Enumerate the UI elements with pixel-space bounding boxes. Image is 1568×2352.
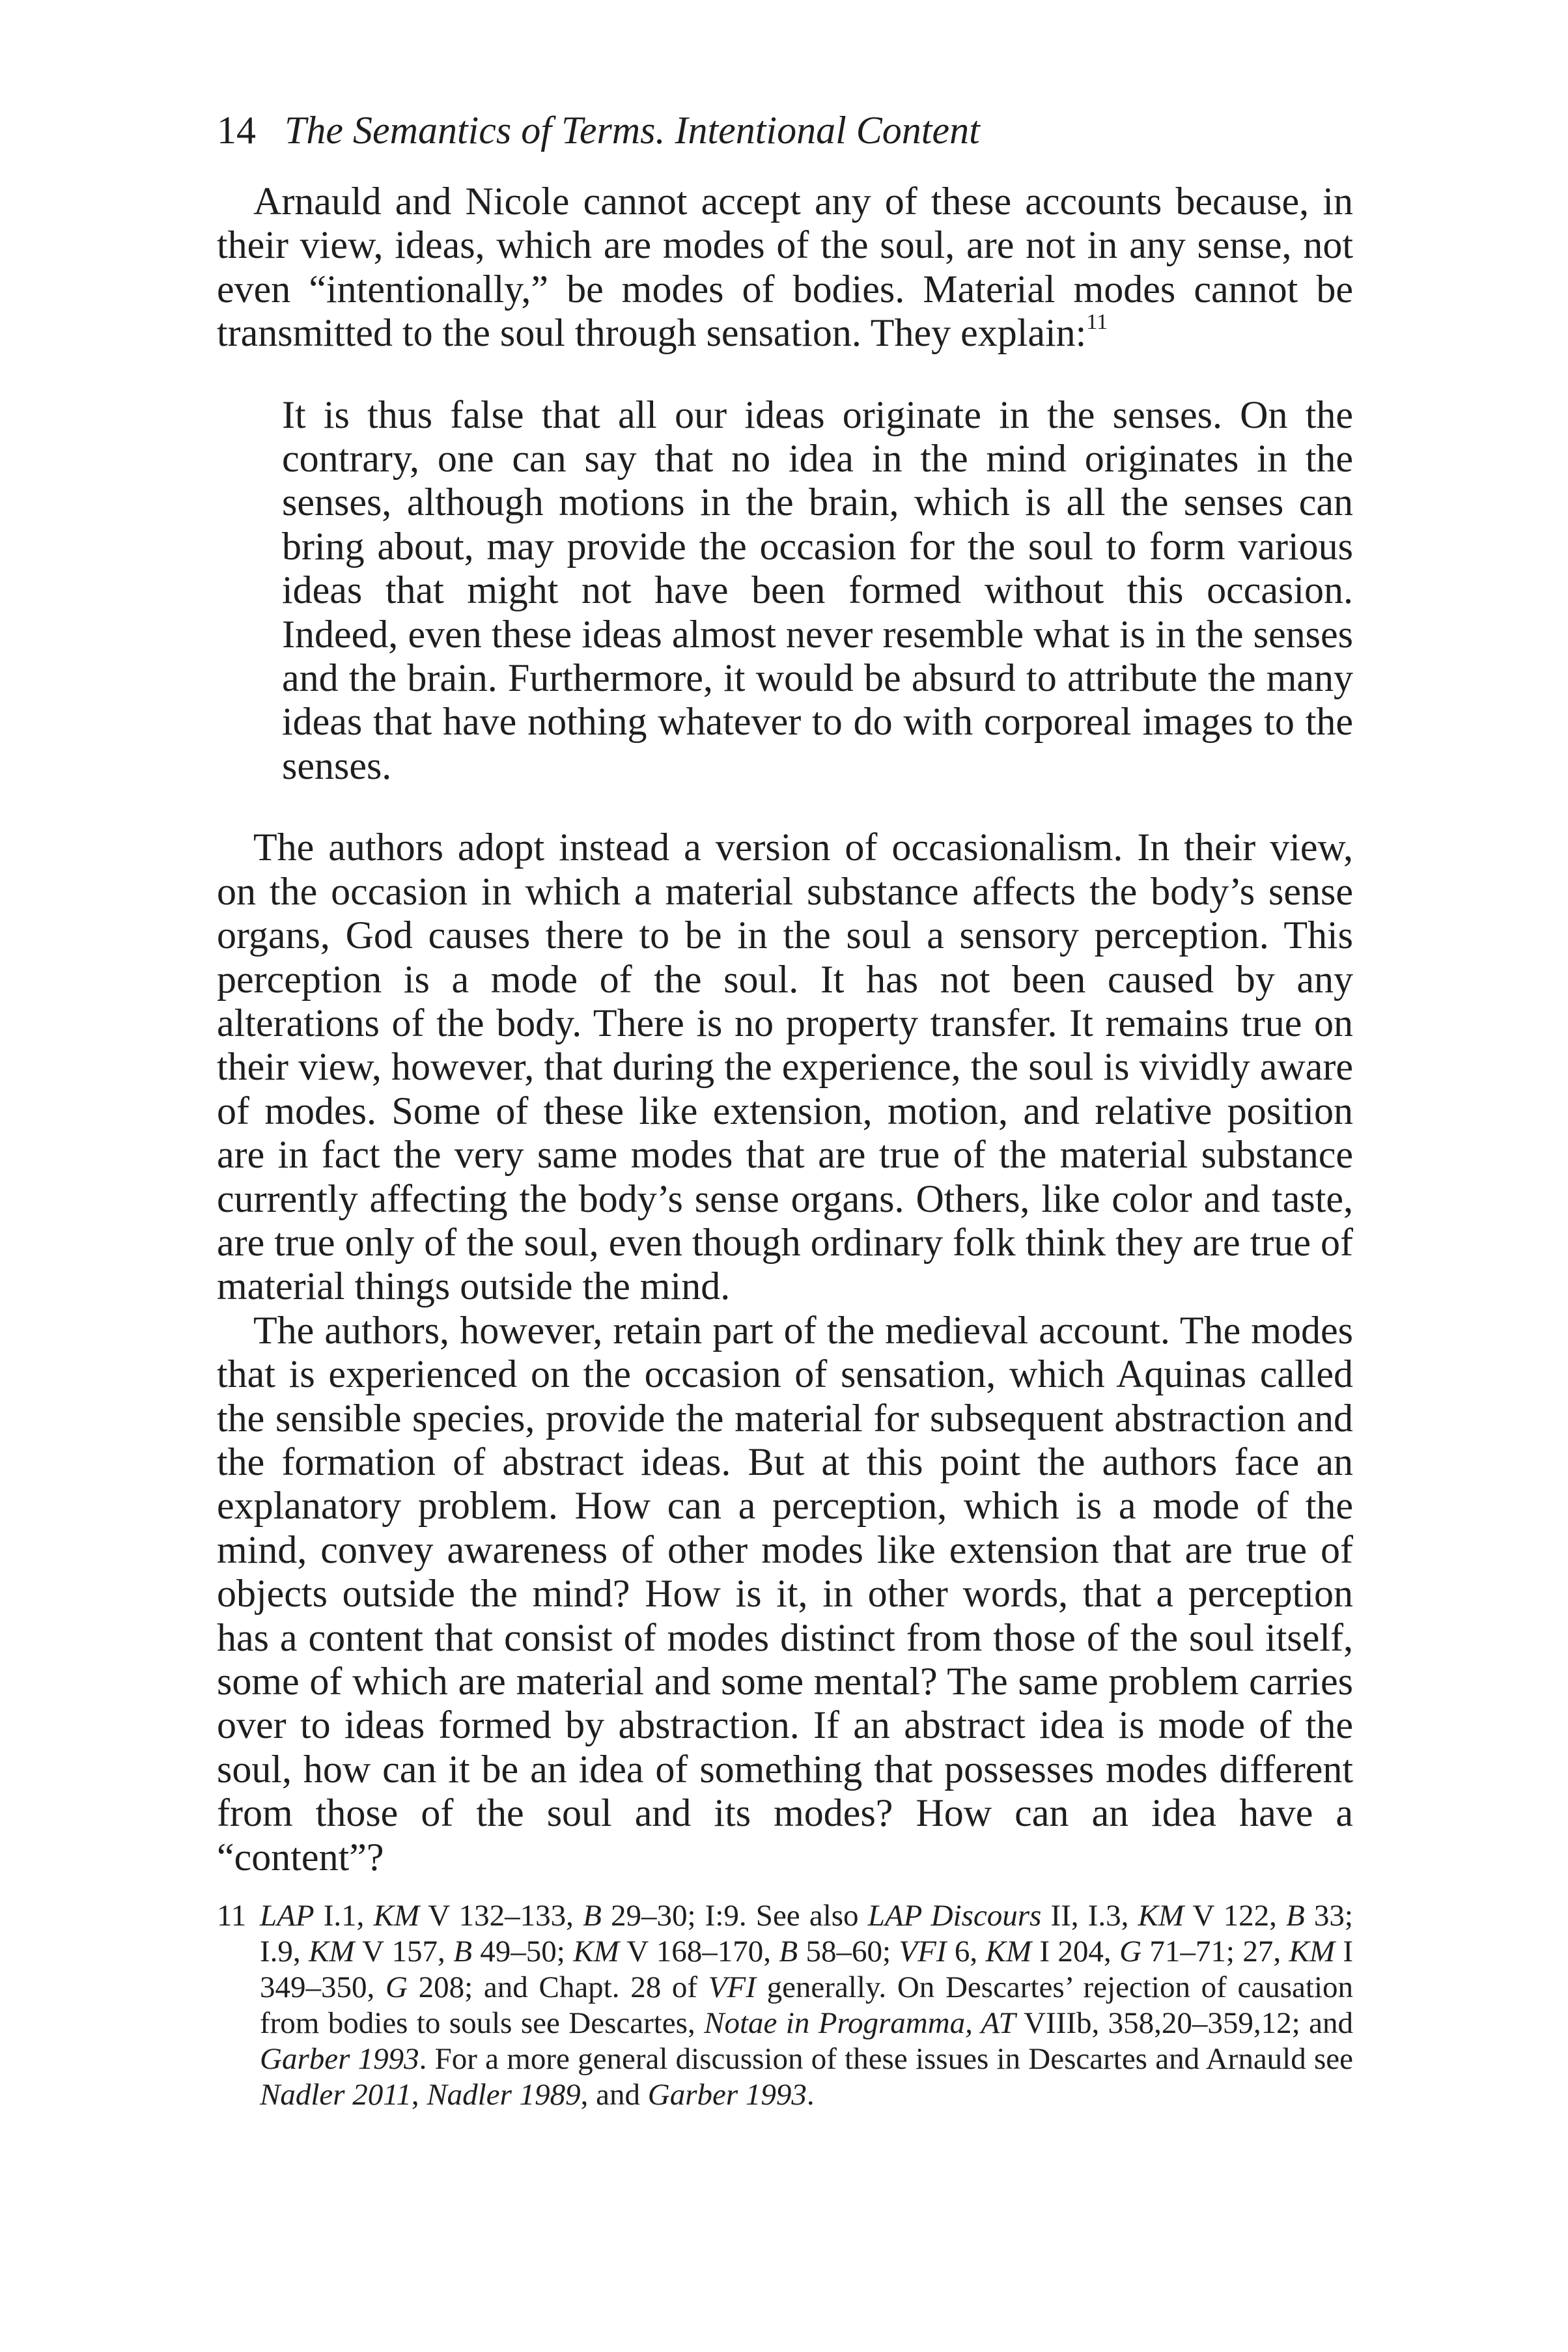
fn-seg: V 168–170, [619, 1935, 779, 1968]
fn-seg: I 349–350, [260, 1935, 1354, 2004]
fn-seg: 58–60; [798, 1935, 899, 1968]
fn-seg: 33; I.9, [260, 1899, 1353, 1968]
fn-seg: generally. On Descartes’ rejection of causation from bodies to souls see Descartes, [260, 1970, 1353, 2040]
fn-cite: Nadler 1989 [427, 2078, 581, 2112]
fn-seg: V 132–133, [419, 1899, 583, 1933]
fn-cite: Nadler 2011 [260, 2078, 412, 2112]
footnote-text [260, 1898, 1353, 2113]
fn-seg: , [411, 2078, 427, 2112]
fn-seg: V 122, [1184, 1899, 1287, 1933]
page-number: 14 [217, 109, 256, 152]
fn-seg: 71–71; 27, [1141, 1935, 1289, 1968]
paragraph-3: The authors, however, retain part of the medieval account. The modes that is experienced on the occasion of sensation, which Aquinas called the sensible species, provide the material for subsequent abstraction and the formation of abstract ideas. But at this point the authors face an explanatory problem. How can a perception, which is a mode of the mind, convey awareness of other modes like extension that are true of objects outside the mind? How is it, in other words, that a perception has a content that consist of modes distinct from those of the soul itself, some of which are material and some mental? The same problem carries over to ideas formed by abstraction. If an abstract idea is mode of the soul, how can it be an idea of something that possesses modes different from those of the soul and its modes? How can an idea have a “content”? [217, 1308, 1353, 1879]
fn-seg: II, I.3, [1041, 1899, 1138, 1933]
running-head-title: The Semantics of Terms. Intentional Content [285, 109, 980, 152]
fn-cite: B [453, 1935, 472, 1968]
footnote-11 [217, 1898, 1353, 2113]
fn-seg: V 157, [354, 1935, 454, 1968]
fn-seg: 6, [946, 1935, 986, 1968]
block-quote [282, 393, 1353, 789]
fn-cite: Garber 1993 [260, 2042, 419, 2076]
fn-seg: I 204, [1031, 1935, 1120, 1968]
fn-cite: B [779, 1935, 798, 1968]
fn-seg: , and [580, 2078, 648, 2112]
fn-cite: KM [373, 1899, 420, 1933]
fn-seg: 49–50; [471, 1935, 574, 1968]
paragraph-2: The authors adopt instead a version of occasionalism. In their view, on the occasion in which a material substance affects the body’s sense organs, God causes there to be in the soul a sensory perception. This perception is a mode of the soul. It has not been caused by any alterations of the body. There is no property transfer. It remains true on their view, however, that during the experience, the soul is vividly aware of modes. Some of these like extension, motion, and relative position are in fact the very same modes that are true of the material substance currently affecting the body’s sense organs. Others, like color and taste, are true only of the soul, even though ordinary folk think they are true of material things outside the mind. [217, 826, 1353, 1308]
fn-cite: Garber 1993 [647, 2078, 807, 2112]
fn-cite: B [583, 1899, 602, 1933]
running-head [217, 111, 980, 150]
fn-cite: G [1119, 1935, 1142, 1968]
fn-cite: VFI [899, 1935, 947, 1968]
fn-cite: G [385, 1970, 408, 2004]
fn-seg: 208; and Chapt. 28 of [407, 1970, 708, 2004]
fn-seg: . [806, 2078, 815, 2112]
main-text [217, 180, 1353, 1879]
paragraph-1 [217, 180, 1353, 356]
fn-cite: LAP [260, 1899, 315, 1933]
fn-seg: I.1, [314, 1899, 374, 1933]
fn-seg: 29–30; I:9. See also [601, 1899, 868, 1933]
paragraph-1-text: Arnauld and Nicole cannot accept any of these accounts because, in their view, ideas, which are modes of the soul, are not in any sense, not even “intentionally,” be modes of bodies. Material modes cannot be transmitted to the soul through sensation. They explain: [217, 180, 1353, 355]
footnote-reference: 11 [1086, 310, 1108, 335]
fn-cite: LAP Discours [867, 1899, 1042, 1933]
fn-cite: VFI [708, 1970, 756, 2004]
fn-seg: . For a more general discussion of these issues in Descartes and Arnauld see [419, 2042, 1353, 2076]
fn-cite: KM [1289, 1935, 1335, 1968]
footnotes [217, 1898, 1353, 2113]
fn-cite: KM [985, 1935, 1032, 1968]
fn-cite: KM [1138, 1899, 1184, 1933]
fn-cite: Notae in Programma, AT [704, 2006, 1016, 2040]
block-quote-text: It is thus false that all our ideas originate in the senses. On the contrary, one can say that no idea in the mind originates in the senses, although motions in the brain, which is all the senses can bring about, may provide the occasion for the soul to form various ideas that might not have been formed without this occasion. Indeed, even these ideas almost never resemble what is in the senses and the brain. Furthermore, it would be absurd to attribute the many ideas that have nothing whatever to do with corporeal images to the senses. [282, 393, 1353, 787]
fn-cite: KM [573, 1935, 619, 1968]
fn-cite: KM [309, 1935, 355, 1968]
footnote-number: 11 [217, 1899, 247, 1933]
fn-cite: B [1286, 1899, 1305, 1933]
fn-seg: VIIIb, 358,20–359,12; and [1015, 2006, 1353, 2040]
